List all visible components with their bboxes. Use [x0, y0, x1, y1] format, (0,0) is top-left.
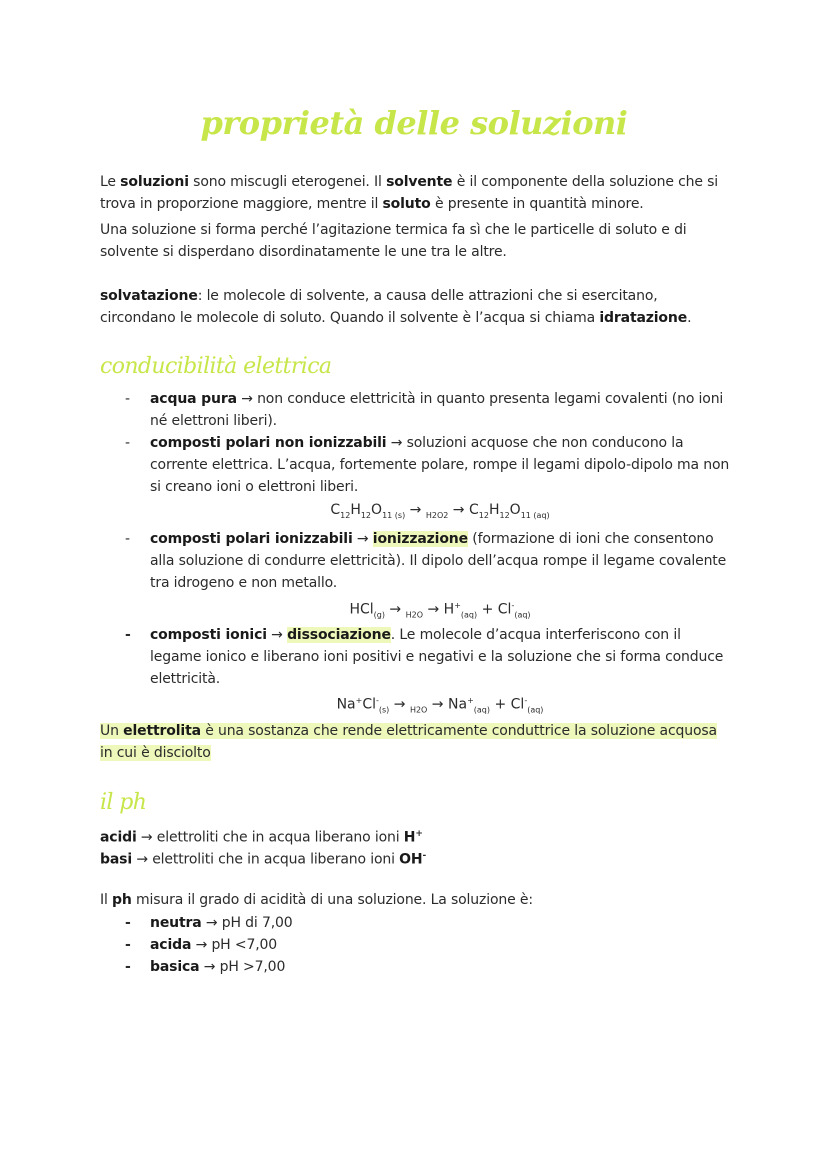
text: misura il grado di acidità di una soluzione. La soluzione è: [131, 892, 533, 908]
term: acida [150, 937, 192, 953]
term-ph: ph [112, 892, 132, 908]
term: composti ionici [150, 627, 267, 643]
text: → [352, 531, 373, 547]
text: → pH <7,00 [191, 937, 278, 953]
text: → [266, 627, 288, 643]
term: acqua pura [150, 391, 237, 407]
basi-definition [100, 845, 732, 871]
text: Il [100, 892, 113, 908]
equation-hcl: $HCl_{(g)} \to _{H2O} \to H^+_{(aq)} + Cl^-_{(aq)}$ [349, 601, 531, 620]
list-item-basica [150, 956, 730, 978]
list-item-acqua-pura [150, 388, 730, 432]
text: → pH >7,00 [199, 959, 286, 975]
list-item-acida [150, 934, 730, 956]
solvation-paragraph [100, 285, 732, 329]
text: → elettroliti che in acqua liberano ioni [136, 829, 404, 846]
term-basi: basi [100, 851, 133, 868]
text: . [687, 310, 692, 326]
ion-oh: OH [399, 851, 423, 868]
text: . Le molecole d’acqua interferiscono con il legame ionico e liberano ioni positivi e negativi e la soluzione che si forma conduce elettricità. [150, 627, 724, 687]
term-soluzioni: soluzioni [120, 174, 189, 190]
text: è una sostanza che rende elettricamente conduttrice la soluzione acquosa in cui è disciolto [100, 723, 717, 761]
intro-paragraph-2: Una soluzione si forma perché l’agitazione termica fa sì che le particelle di soluto e di solvente si disperdano disordinatamente le une tra le altre. [100, 222, 687, 260]
term-solvatazione: solvatazione [100, 288, 198, 304]
equation-nacl: $Na^+Cl^-_{(s)} \to _{H2O} \to Na^+_{(aq)} + Cl^-_{(aq)}$ [336, 696, 544, 715]
text: Un [100, 723, 124, 739]
text: è presente in quantità minore. [430, 196, 644, 212]
term-acidi: acidi [100, 829, 137, 846]
text: sono miscugli eterogenei. Il [188, 174, 387, 190]
intro-paragraph-1 [100, 171, 732, 215]
text: Le [100, 174, 121, 190]
text: → elettroliti che in acqua liberano ioni [132, 851, 400, 868]
ph-intro [100, 889, 732, 911]
term: composti polari non ionizzabili [150, 435, 387, 451]
list-item-neutra [150, 912, 730, 934]
text: → soluzioni acquose che non conducono la corrente elettrica. L’acqua, fortemente polare, rompe il legami dipolo-dipolo ma non si creano ioni o elettroni liberi. [150, 435, 730, 495]
text: → pH di 7,00 [201, 915, 293, 931]
term: composti polari ionizzabili [150, 531, 353, 547]
section-heading-ph: il ph [100, 790, 147, 815]
term-idratazione: idratazione [599, 310, 688, 326]
section-heading-conducibilita: conducibilità elettrica [100, 354, 332, 379]
term: neutra [150, 915, 202, 931]
highlight-dissociazione: dissociazione [287, 627, 391, 643]
term: basica [150, 959, 200, 975]
text: : le molecole di solvente, a causa delle attrazioni che si esercitano, circondano le molecole di soluto. Quando il solvente è l’acqua si chiama [100, 288, 658, 326]
highlight-ionizzazione: ionizzazione [372, 531, 468, 547]
equation-sucrose: $C_{12}H_{12}O_{11}$ $_{(s)} \to _{H2O2} \to C_{12}H_{12}O_{11}$ $_{(aq)}$ [330, 502, 550, 520]
text: è il componente della soluzione che si trova in proporzione maggiore, mentre il [100, 174, 719, 212]
list-item-polari-ionizzabili [150, 528, 730, 594]
term-solvente: solvente [386, 174, 453, 190]
electrolyte-note [100, 720, 732, 764]
term-elettrolita: elettrolita [123, 723, 201, 739]
term-soluto: soluto [382, 196, 431, 212]
list-item-composti-ionici [150, 624, 730, 690]
ion-h: H [403, 829, 416, 846]
ion-charge: + [415, 829, 423, 839]
page-title: proprietà delle soluzioni [200, 104, 628, 142]
text: → non conduce elettricità in quanto presenta legami covalenti (no ioni né elettroni liberi). [150, 391, 724, 429]
text: (formazione di ioni che consentono alla soluzione di condurre elettricità). Il dipolo dell’acqua rompe il legame covalente tra idrogeno e non metallo. [150, 531, 727, 591]
list-item-polari-non-ionizzabili [150, 432, 730, 498]
ion-charge: - [422, 851, 427, 861]
